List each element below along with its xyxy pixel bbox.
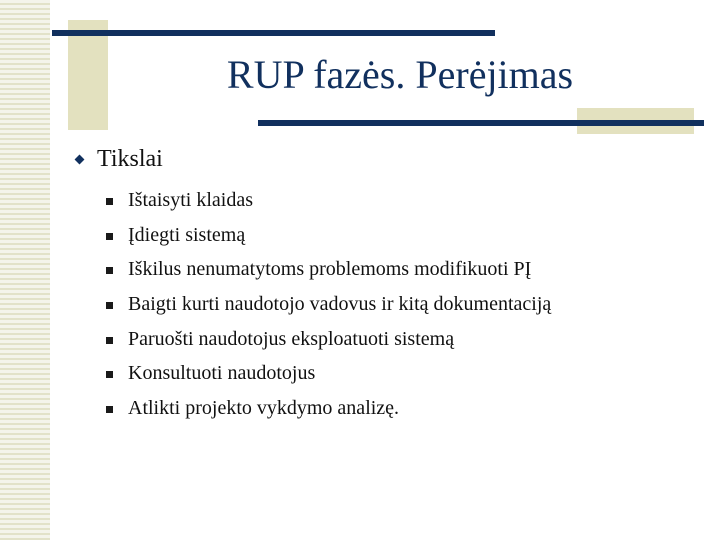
list-item — [106, 287, 551, 322]
bullet-level1 — [72, 145, 163, 173]
square-bullet-icon — [106, 267, 113, 274]
list-item — [106, 252, 551, 287]
bullet-level1-text: Tikslai — [97, 146, 163, 172]
list-item-text: Ištaisyti klaidas — [128, 189, 253, 212]
list-item-text: Baigti kurti naudotojo vadovus ir kitą dokumentaciją — [128, 293, 552, 316]
list-item-text: Įdiegti sistemą — [128, 223, 246, 246]
title-rule-top — [52, 30, 495, 36]
square-bullet-icon — [106, 406, 113, 413]
list-item-text: Konsultuoti naudotojus — [128, 362, 316, 385]
square-bullet-icon — [106, 233, 113, 240]
square-bullet-icon — [106, 337, 113, 344]
square-bullet-icon — [106, 371, 113, 378]
list-item — [106, 321, 551, 356]
list-item — [106, 183, 551, 218]
title-rule-bottom — [258, 120, 704, 126]
left-striped-band — [0, 0, 50, 540]
square-bullet-icon — [106, 302, 113, 309]
list-item-text: Paruošti naudotojus eksploatuoti sistemą — [128, 327, 455, 350]
list-item-text: Iškilus nenumatytoms problemoms modifikuoti PĮ — [128, 258, 532, 281]
decor-block-top — [68, 20, 108, 130]
slide-title: RUP fazės. Perėjimas — [226, 52, 574, 97]
sub-bullet-list — [106, 183, 551, 425]
list-item — [106, 356, 551, 391]
list-item-text: Atlikti projekto vykdymo analizę. — [128, 396, 400, 419]
list-item — [106, 391, 551, 426]
list-item — [106, 218, 551, 253]
diamond-bullet-icon — [75, 154, 85, 164]
square-bullet-icon — [106, 198, 113, 205]
